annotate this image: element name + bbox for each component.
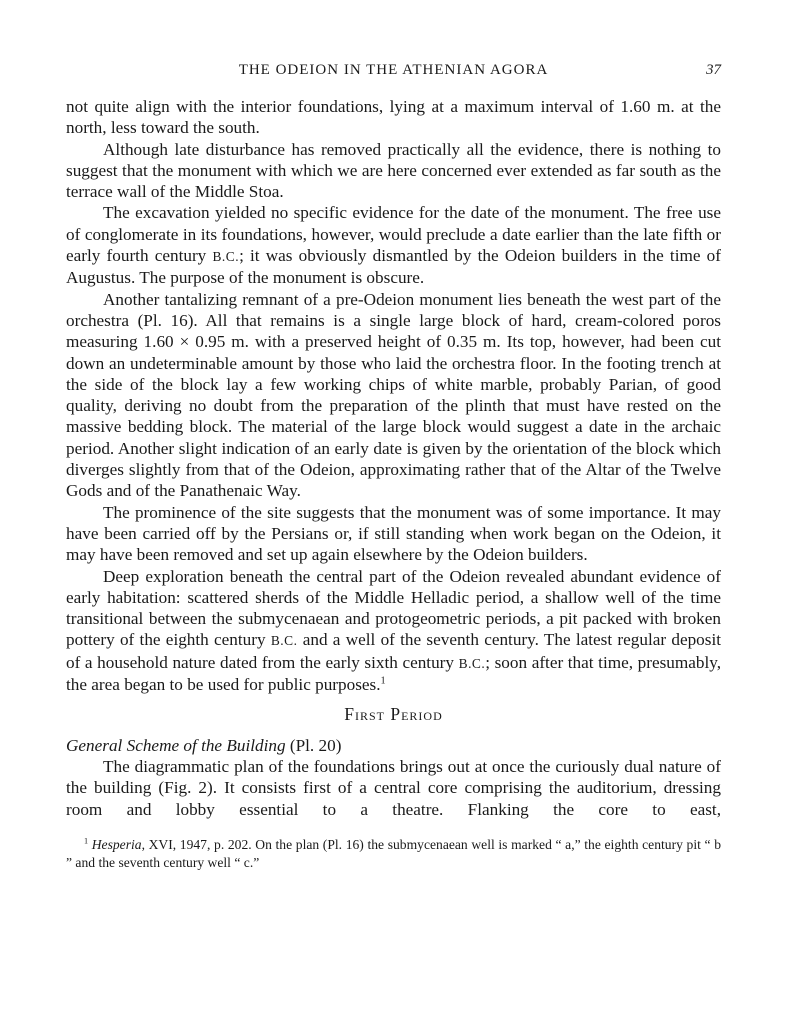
bc-abbreviation: B.C. bbox=[212, 249, 240, 265]
bc-abbreviation: B.C. bbox=[270, 633, 298, 649]
paragraph-3-text-b: ; it was obviously dismantled by the Odeion builders in the time of Augustus. The purpose of the monument is obscure. bbox=[66, 246, 721, 288]
footnote-1 bbox=[66, 836, 721, 872]
paragraph-3-text-a: The excavation yielded no specific evidence for the date of the monument. The free use of conglomerate in its foundations, however, would preclude a date earlier than the late fifth or early fourth century bbox=[66, 203, 721, 266]
paragraph-6-text-b: and a well of the seventh century. The latest regular deposit of a household nature dated from the early sixth century bbox=[66, 630, 721, 672]
footnote-text: , XVI, 1947, p. 202. On the plan (Pl. 16) the submycenaean well is marked “ a,” the eighth century pit “ b ” and the seventh century well “ c.” bbox=[66, 836, 721, 870]
bc-abbreviation: B.C. bbox=[458, 655, 486, 671]
paragraph-3 bbox=[66, 202, 721, 288]
running-header bbox=[66, 62, 721, 86]
page-number: 37 bbox=[706, 62, 721, 78]
footnote-marker: 1 bbox=[84, 836, 89, 846]
subheading-plate-ref: (Pl. 20) bbox=[285, 735, 342, 755]
footnote bbox=[66, 836, 721, 872]
section-heading: First Period bbox=[344, 704, 443, 725]
paragraph-6-text-c: ; soon after that time, presumably, the area began to be used for public purposes. bbox=[66, 652, 721, 695]
body-text bbox=[66, 96, 721, 820]
paragraph-5: The prominence of the site suggests that the monument was of some importance. It may have been carried off by the Persians or, if still standing when work began on the Odeion, it may have been removed and set up again elsewhere by the Odeion builders. bbox=[66, 502, 721, 565]
paragraph-2: Although late disturbance has removed practically all the evidence, there is nothing to suggest that the monument with which we are here concerned ever extended as far south as the terrace wall of the Middle Stoa. bbox=[66, 139, 721, 202]
paragraph-1: not quite align with the interior foundations, lying at a maximum interval of 1.60 m. at the north, less toward the south. bbox=[66, 97, 721, 138]
footnote-journal: Hesperia bbox=[91, 836, 142, 852]
footnote-reference[interactable]: 1 bbox=[380, 675, 386, 687]
subheading bbox=[66, 735, 721, 756]
paragraph-6 bbox=[66, 566, 721, 696]
subheading-title: General Scheme of the Building bbox=[66, 735, 286, 755]
paragraph-4: Another tantalizing remnant of a pre-Odeion monument lies beneath the west part of the orchestra (Pl. 16). All that remains is a single large block of hard, cream-colored poros measuring 1.60 × 0.95 m. with a preserved height of 0.35 m. Its top, however, had been cut down an undeterminable amount by those who laid the orchestra floor. In the footing trench at the side of the block lay a few working chips of white marble, probably Parian, of good quality, deriving no doubt from the preparation of the plinth that must have rested on the massive bedding block. The material of the large block would suggest a date in the archaic period. Another slight indication of an early date is given by the orientation of the block which diverges slightly from that of the Odeion, approximating rather that of the Altar of the Twelve Gods and of the Panathenaic Way. bbox=[66, 289, 721, 501]
running-title: THE ODEION IN THE ATHENIAN AGORA bbox=[238, 62, 549, 78]
paragraph-7: The diagrammatic plan of the foundations brings out at once the curiously dual nature of the building (Fig. 2). It consists first of a central core comprising the auditorium, dressing room and lobby essential to a theatre. Flanking the core to east, bbox=[66, 756, 721, 819]
paragraph-6-text-a: Deep exploration beneath the central part of the Odeion revealed abundant evidence of early habitation: scattered sherds of the Middle Helladic period, a shallow well of the time transitional between the submycenaean and protogeometric periods, a pit packed with broken pottery of the eighth century bbox=[66, 566, 721, 650]
